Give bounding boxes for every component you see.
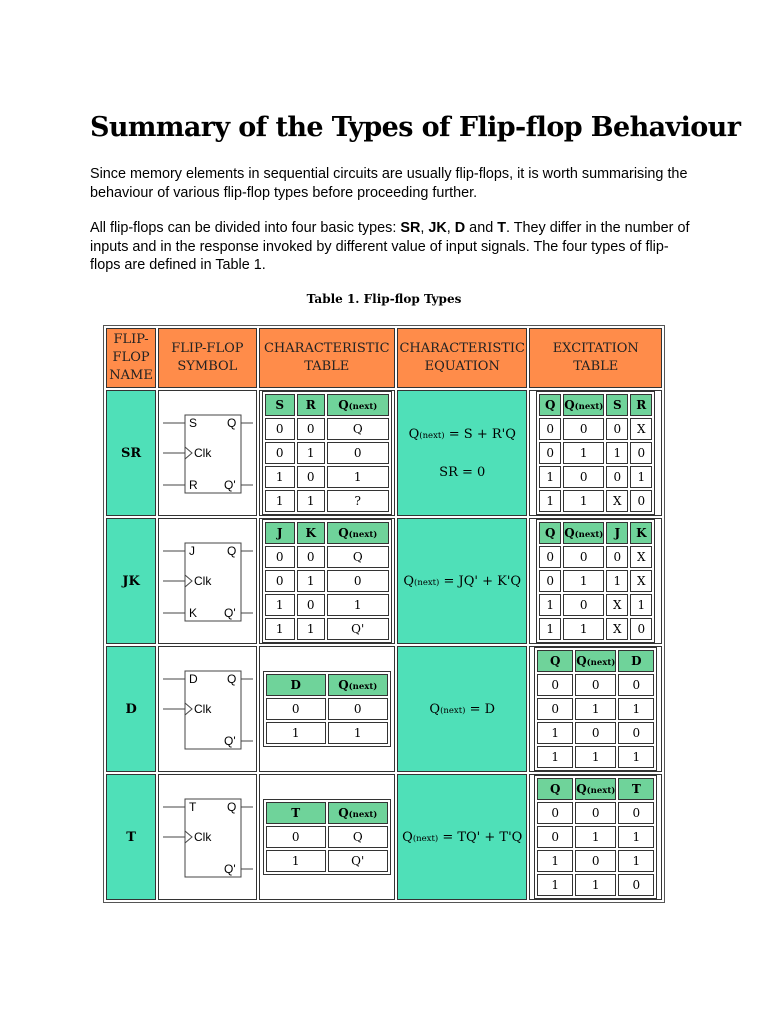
- input-label: T: [189, 800, 197, 814]
- next-subscript: (next): [419, 430, 445, 441]
- table-row: [537, 802, 654, 824]
- table-cell: X: [630, 546, 652, 568]
- table-row: [265, 442, 389, 464]
- table-cell: 1: [630, 466, 652, 488]
- next-subscript: (next): [348, 810, 378, 820]
- table-cell: 0: [618, 874, 654, 896]
- flip-flop-symbol: [158, 646, 256, 772]
- table-cell: X: [630, 418, 652, 440]
- table-cell: 1: [265, 466, 295, 488]
- equation-line: [398, 574, 526, 589]
- next-subscript: (next): [586, 786, 616, 796]
- table-cell: X: [630, 570, 652, 592]
- next-subscript: (next): [574, 530, 604, 540]
- header-symbol: FLIP-FLOP SYMBOL: [158, 328, 256, 388]
- next-subscript: (next): [414, 577, 440, 588]
- table-cell: 0: [297, 466, 325, 488]
- column-header: Q: [539, 522, 561, 544]
- table-cell: Q: [328, 826, 388, 848]
- next-subscript: (next): [586, 658, 616, 668]
- table-header-row: [266, 674, 388, 696]
- column-header: D: [266, 674, 326, 696]
- table-cell: 0: [618, 802, 654, 824]
- equation-line: [398, 427, 526, 442]
- table-cell: 1: [575, 874, 616, 896]
- table-cell: 1: [537, 746, 573, 768]
- flip-flop-symbol-diagram: [161, 401, 253, 505]
- flip-flop-row-jk: [106, 518, 662, 644]
- equation-line: [398, 830, 526, 845]
- clock-label: Clk: [194, 702, 212, 716]
- table-cell: 0: [327, 442, 389, 464]
- table-row: [265, 490, 389, 512]
- table-row: [537, 674, 654, 696]
- table-cell: 0: [266, 826, 326, 848]
- table-cell: 1: [563, 490, 604, 512]
- clock-label: Clk: [194, 446, 212, 460]
- table-cell: 1: [537, 874, 573, 896]
- type-t: T: [497, 220, 506, 236]
- table-cell: 0: [563, 546, 604, 568]
- flip-flop-symbol: [158, 774, 256, 900]
- table-row: [539, 546, 652, 568]
- type-d: D: [454, 220, 466, 236]
- table-cell: 1: [630, 594, 652, 616]
- characteristic-table: [262, 519, 392, 643]
- characteristic-equation: [397, 646, 527, 772]
- excitation-table-cell: [529, 646, 662, 772]
- table-cell: 0: [539, 546, 561, 568]
- equation-lhs: Q: [408, 426, 420, 442]
- table-cell: 0: [537, 698, 573, 720]
- table-row: [537, 698, 654, 720]
- table-row: [537, 722, 654, 744]
- table-cell: 1: [327, 466, 389, 488]
- table-cell: 1: [297, 490, 325, 512]
- table-cell: 0: [297, 546, 325, 568]
- excitation-table: [536, 519, 655, 643]
- header-char-equation: CHARACTERISTIC EQUATION: [397, 328, 527, 388]
- equation-rhs: = D: [465, 701, 496, 717]
- table-cell: 0: [537, 826, 573, 848]
- column-header: [328, 802, 388, 824]
- table-cell: 0: [630, 618, 652, 640]
- input-label: D: [189, 672, 199, 686]
- column-header: S: [265, 394, 295, 416]
- equation-rhs: = TQ' + T'Q: [438, 829, 523, 845]
- column-header: R: [630, 394, 652, 416]
- table-row: [266, 722, 388, 744]
- table-cell: 1: [575, 698, 616, 720]
- characteristic-table-cell: [259, 518, 395, 644]
- table-cell: 1: [575, 826, 616, 848]
- equation-line: [398, 465, 526, 480]
- table-row: [266, 826, 388, 848]
- table-cell: 0: [630, 442, 652, 464]
- table-cell: 1: [297, 618, 325, 640]
- table-cell: 0: [537, 674, 573, 696]
- table-cell: Q: [327, 418, 389, 440]
- flip-flop-table: [103, 325, 665, 903]
- flip-flop-symbol: [158, 518, 256, 644]
- table-cell: 1: [297, 442, 325, 464]
- column-header-q: Q: [338, 398, 349, 412]
- table-caption: Table 1. Flip-flop Types: [306, 292, 462, 306]
- column-header: [575, 778, 616, 800]
- table-cell: 1: [575, 746, 616, 768]
- table-cell: 1: [618, 826, 654, 848]
- table-row: [265, 546, 389, 568]
- table-cell: 0: [265, 418, 295, 440]
- characteristic-table: [262, 391, 392, 515]
- q-bar-output-label: Q': [224, 862, 236, 876]
- characteristic-equation: [397, 518, 527, 644]
- table-cell: 0: [563, 466, 604, 488]
- column-header: J: [606, 522, 628, 544]
- column-header-q: Q: [564, 398, 575, 412]
- table-cell: X: [606, 490, 628, 512]
- table-row: [539, 418, 652, 440]
- table-cell: 0: [575, 850, 616, 872]
- table-cell: 0: [630, 490, 652, 512]
- types-text: and: [465, 220, 498, 236]
- table-cell: 0: [539, 442, 561, 464]
- table-cell: 0: [575, 722, 616, 744]
- next-subscript: (next): [348, 682, 378, 692]
- table-cell: 0: [606, 418, 628, 440]
- characteristic-table-cell: [259, 390, 395, 516]
- intro-paragraph: Since memory elements in sequential circuits are usually flip-flops, it is worth summarising the behaviour of various flip-flop types before proceeding further.: [90, 166, 688, 201]
- table-cell: 1: [266, 722, 326, 744]
- table-cell: 0: [265, 570, 295, 592]
- column-header: T: [266, 802, 326, 824]
- table-cell: 0: [575, 674, 616, 696]
- excitation-table-cell: [529, 774, 662, 900]
- table-row: [266, 698, 388, 720]
- equation-line: [398, 702, 526, 717]
- table-header-row: [265, 394, 389, 416]
- table-cell: 0: [575, 802, 616, 824]
- table-cell: 0: [606, 546, 628, 568]
- table-cell: 0: [563, 594, 604, 616]
- table-row: [539, 594, 652, 616]
- table-cell: 0: [327, 570, 389, 592]
- characteristic-table-cell: [259, 646, 395, 772]
- table-cell: 0: [297, 594, 325, 616]
- characteristic-equation: [397, 390, 527, 516]
- table-header-row: [537, 778, 654, 800]
- column-header-q: Q: [564, 526, 575, 540]
- flip-flop-name: D: [106, 646, 156, 772]
- column-header-q: Q: [576, 654, 587, 668]
- table-header-row: [539, 394, 652, 416]
- table-cell: Q: [327, 546, 389, 568]
- next-subscript: (next): [574, 402, 604, 412]
- column-header: S: [606, 394, 628, 416]
- table-cell: 1: [328, 722, 388, 744]
- column-header-q: Q: [338, 806, 349, 820]
- table-cell: 0: [266, 698, 326, 720]
- q-bar-output-label: Q': [224, 478, 236, 492]
- table-cell: 1: [606, 570, 628, 592]
- type-jk: JK: [428, 220, 447, 236]
- header-excitation: EXCITATION TABLE: [529, 328, 662, 388]
- excitation-table-cell: [529, 518, 662, 644]
- q-output-label: Q: [227, 544, 237, 558]
- table-header-row: [539, 522, 652, 544]
- table-cell: 1: [537, 850, 573, 872]
- table-cell: 1: [606, 442, 628, 464]
- table-cell: 1: [265, 618, 295, 640]
- input-label: J: [189, 544, 196, 558]
- characteristic-table: [263, 671, 391, 747]
- excitation-table: [534, 775, 657, 899]
- excitation-table: [536, 391, 655, 515]
- types-paragraph: [90, 219, 690, 275]
- table-cell: X: [606, 618, 628, 640]
- column-header: [328, 674, 388, 696]
- column-header: Q: [537, 778, 573, 800]
- table-cell: 1: [265, 594, 295, 616]
- table-row: [539, 442, 652, 464]
- q-output-label: Q: [227, 672, 237, 686]
- excitation-table-cell: [529, 390, 662, 516]
- table-cell: 1: [265, 490, 295, 512]
- next-subscript: (next): [412, 833, 439, 844]
- table-cell: 1: [563, 570, 604, 592]
- table-row: [265, 594, 389, 616]
- input-label: S: [189, 416, 198, 430]
- equation-lhs: SR = 0: [439, 464, 486, 480]
- table-cell: 1: [327, 594, 389, 616]
- column-header: [327, 394, 389, 416]
- table-cell: 0: [563, 418, 604, 440]
- equation-rhs: = S + R'Q: [444, 426, 516, 442]
- table-cell: 1: [266, 850, 326, 872]
- q-bar-output-label: Q': [224, 734, 236, 748]
- column-header: T: [618, 778, 654, 800]
- types-text: ,: [446, 220, 455, 236]
- table-cell: 1: [618, 850, 654, 872]
- table-cell: 1: [563, 442, 604, 464]
- column-header: [575, 650, 616, 672]
- table-cell: 1: [297, 570, 325, 592]
- input-label: R: [189, 478, 199, 492]
- clock-label: Clk: [194, 830, 212, 844]
- column-header: J: [265, 522, 295, 544]
- q-output-label: Q: [227, 800, 237, 814]
- flip-flop-row-sr: [106, 390, 662, 516]
- column-header: Q: [539, 394, 561, 416]
- types-text: All flip-flops can be divided into four basic types:: [90, 220, 401, 236]
- header-char-table: CHARACTERISTIC TABLE: [259, 328, 395, 388]
- equation-rhs: = JQ' + K'Q: [439, 573, 522, 589]
- table-cell: 0: [265, 442, 295, 464]
- column-header: D: [618, 650, 654, 672]
- table-cell: 0: [265, 546, 295, 568]
- table-cell: 1: [539, 466, 561, 488]
- table-header-row: [266, 802, 388, 824]
- page-title: Summary of the Types of Flip-flop Behaviour: [90, 112, 741, 143]
- table-row: [265, 466, 389, 488]
- header-name: FLIP-FLOP NAME: [106, 328, 156, 388]
- table-cell: 1: [539, 618, 561, 640]
- table-cell: 0: [606, 466, 628, 488]
- table-cell: 1: [537, 722, 573, 744]
- excitation-table: [534, 647, 657, 771]
- table-cell: 1: [618, 698, 654, 720]
- table-cell: 0: [297, 418, 325, 440]
- flip-flop-symbol-diagram: [161, 785, 253, 889]
- flip-flop-symbol-diagram: [161, 657, 253, 761]
- flip-flop-symbol: [158, 390, 256, 516]
- flip-flop-name: SR: [106, 390, 156, 516]
- flip-flop-name: JK: [106, 518, 156, 644]
- table-row: [539, 466, 652, 488]
- characteristic-table-cell: [259, 774, 395, 900]
- table-cell: X: [606, 594, 628, 616]
- table-row: [266, 850, 388, 872]
- table-row: [537, 850, 654, 872]
- characteristic-equation: [397, 774, 527, 900]
- table-row: [537, 826, 654, 848]
- table-cell: 0: [539, 570, 561, 592]
- table-cell: 0: [539, 418, 561, 440]
- input-label: K: [189, 606, 198, 620]
- table-cell: 0: [328, 698, 388, 720]
- table-row: [265, 418, 389, 440]
- next-subscript: (next): [348, 530, 378, 540]
- table-cell: Q': [328, 850, 388, 872]
- clock-label: Clk: [194, 574, 212, 588]
- flip-flop-row-t: [106, 774, 662, 900]
- column-header: K: [297, 522, 325, 544]
- type-sr: SR: [400, 220, 421, 236]
- table-row: [539, 618, 652, 640]
- column-header: [563, 394, 604, 416]
- characteristic-table: [263, 799, 391, 875]
- table-row: [537, 746, 654, 768]
- equation-lhs: Q: [429, 701, 441, 717]
- q-bar-output-label: Q': [224, 606, 236, 620]
- flip-flop-symbol-diagram: [161, 529, 253, 633]
- q-output-label: Q: [227, 416, 237, 430]
- next-subscript: (next): [440, 705, 466, 716]
- table-cell: 1: [618, 746, 654, 768]
- flip-flop-row-d: [106, 646, 662, 772]
- equation-lhs: Q: [402, 829, 413, 845]
- column-header: R: [297, 394, 325, 416]
- flip-flop-name: T: [106, 774, 156, 900]
- table-row: [537, 874, 654, 896]
- column-header: K: [630, 522, 652, 544]
- table-cell: 0: [537, 802, 573, 824]
- column-header: [563, 522, 604, 544]
- table-row: [265, 570, 389, 592]
- column-header-q: Q: [576, 782, 587, 796]
- column-header: [327, 522, 389, 544]
- next-subscript: (next): [348, 402, 378, 412]
- table-row: [539, 570, 652, 592]
- table-cell: 1: [539, 594, 561, 616]
- table-cell: 0: [618, 674, 654, 696]
- table-cell: 1: [563, 618, 604, 640]
- table-cell: 0: [618, 722, 654, 744]
- types-text: ,: [420, 220, 429, 236]
- table-row: [265, 618, 389, 640]
- table-cell: 1: [539, 490, 561, 512]
- column-header-q: Q: [338, 526, 349, 540]
- table-header-row: [537, 650, 654, 672]
- table-header-row: [265, 522, 389, 544]
- table-cell: Q': [327, 618, 389, 640]
- equation-lhs: Q: [403, 573, 415, 589]
- column-header: Q: [537, 650, 573, 672]
- table-row: [539, 490, 652, 512]
- table-cell: ?: [327, 490, 389, 512]
- column-header-q: Q: [338, 678, 349, 692]
- types-text: . They differ in the number of inputs and in the response invoked by different value of input signals. The four types of flip-flops are defined in Table 1.: [90, 220, 690, 273]
